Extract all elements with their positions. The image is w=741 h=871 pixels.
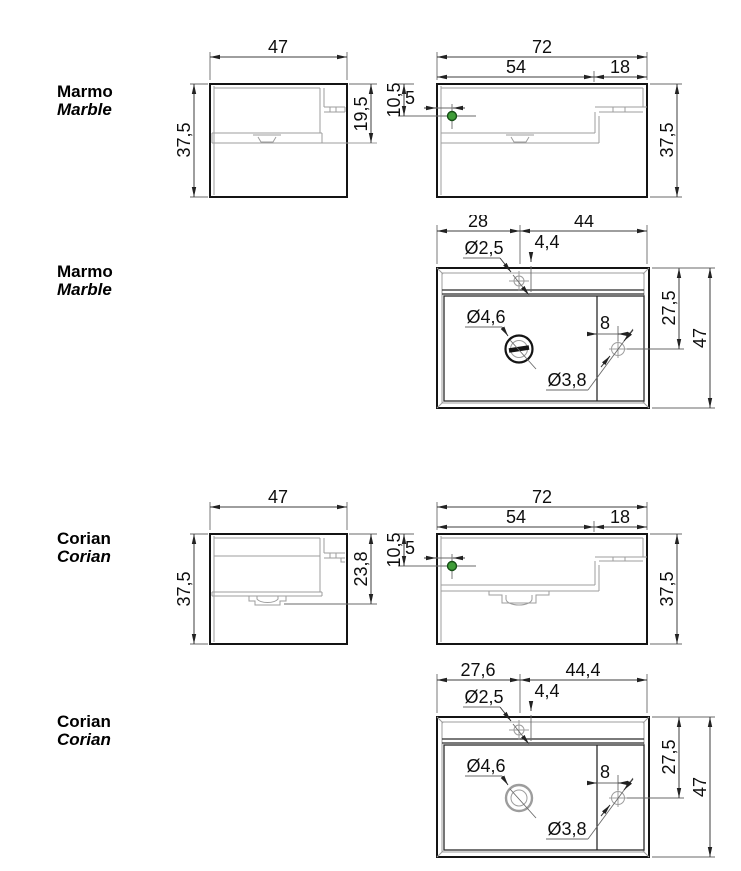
- corian-front-view: [384, 487, 682, 644]
- dim-plan-depth: [652, 268, 715, 408]
- dim-text: 27,5: [659, 290, 679, 326]
- dim-side-hole-offset: [587, 313, 628, 341]
- dim-text: 47: [690, 776, 710, 798]
- drain-profile: [506, 135, 534, 142]
- material-name-translation: Corian: [57, 730, 111, 749]
- dim-side-hole-offset: [587, 762, 628, 790]
- dim-text: 37,5: [174, 122, 194, 158]
- dim-text: Ø3,8: [547, 819, 587, 839]
- marmo-side-view: [174, 37, 377, 197]
- dim-text: 37,5: [657, 571, 677, 607]
- material-name: Marmo: [57, 262, 113, 281]
- dim-text: 47: [267, 37, 289, 57]
- dim-text: 5: [404, 538, 416, 558]
- dim-side-basin-depth: [284, 534, 377, 604]
- dim-text: 27,5: [659, 739, 679, 775]
- wall-bracket-detail: [324, 107, 345, 112]
- dim-text: 10,5: [384, 82, 404, 118]
- dim-front-ledge-width: [594, 507, 647, 527]
- dim-side-width: [210, 37, 347, 80]
- dim-front-height: [650, 534, 682, 644]
- dim-side-height: [174, 534, 208, 644]
- dim-text: 18: [609, 57, 631, 77]
- material-name-translation: Corian: [57, 547, 111, 566]
- material-name-translation: Marble: [57, 100, 112, 119]
- marmo-plan-drawing: [0, 215, 741, 420]
- drain-hole: [506, 785, 532, 811]
- marmo-front-view: [384, 37, 682, 197]
- tap-hole-top: [509, 271, 529, 291]
- marmo-front-inner-lines: [441, 86, 647, 195]
- dim-front-basin-width: [437, 507, 594, 532]
- dim-text: Ø4,6: [466, 307, 506, 327]
- dim-tap-offset: [405, 538, 465, 558]
- dim-tap-offset: [405, 88, 465, 108]
- dim-plan-tap-to-right: [520, 660, 647, 680]
- dim-text: Ø2,5: [464, 238, 504, 258]
- material-name: Marmo: [57, 82, 113, 101]
- dim-text: 4,4: [534, 232, 560, 252]
- dim-side-height: [174, 84, 208, 197]
- dim-text: 27,6: [460, 660, 496, 680]
- corian-side-inner-lines: [212, 536, 345, 642]
- deck-edge-lines: [442, 290, 644, 294]
- dim-text: 72: [531, 487, 553, 507]
- dim-text: 72: [531, 37, 553, 57]
- dim-text: 5: [404, 88, 416, 108]
- dim-plan-hole-depth: [627, 717, 684, 798]
- dim-text: 10,5: [384, 532, 404, 568]
- label-side-hole-dia: [546, 778, 633, 839]
- marmo-elevation-drawings: [0, 0, 741, 215]
- dim-text: 8: [599, 313, 611, 333]
- corian-side-view: [174, 487, 377, 644]
- wall-bracket-detail: [324, 553, 345, 562]
- dim-front-height: [650, 84, 682, 197]
- dim-text: 47: [267, 487, 289, 507]
- deck-edge-lines: [442, 739, 644, 743]
- dim-side-width: [210, 487, 347, 530]
- dim-front-basin-width: [437, 57, 594, 82]
- dim-tap-setback: [531, 232, 560, 292]
- plan-rim-lines: [437, 717, 649, 857]
- dim-text: 54: [505, 507, 527, 527]
- dim-text: 37,5: [174, 571, 194, 607]
- corian-front-inner-lines: [441, 536, 647, 642]
- drain-hole: [506, 336, 533, 363]
- dim-text: Ø3,8: [547, 370, 587, 390]
- dim-front-ledge-width: [594, 57, 647, 77]
- marmo-plan-view: [437, 215, 715, 408]
- dim-plan-tap-to-right: [520, 215, 647, 231]
- dim-text: 44,4: [565, 660, 601, 680]
- dim-text: 28: [467, 215, 489, 231]
- drain-trap-profile: [489, 591, 549, 605]
- dim-text: 37,5: [657, 122, 677, 158]
- dim-text: 18: [609, 507, 631, 527]
- dim-text: Ø2,5: [464, 687, 504, 707]
- dim-text: 23,8: [351, 551, 371, 587]
- material-name-translation: Marble: [57, 280, 112, 299]
- dim-plan-hole-depth: [627, 268, 684, 349]
- dim-text: 8: [599, 762, 611, 782]
- dim-tap-setback: [531, 681, 560, 741]
- label-side-hole-dia: [546, 329, 633, 390]
- dim-text: 54: [505, 57, 527, 77]
- drain-profile: [253, 135, 281, 142]
- dim-side-basin-depth: [349, 84, 377, 143]
- material-name: Corian: [57, 529, 111, 548]
- dim-plan-depth: [652, 717, 715, 857]
- dim-text: 47: [690, 327, 710, 349]
- corian-elevation-drawings: [0, 470, 741, 660]
- corian-plan-view: [437, 660, 715, 857]
- drain-trap-profile: [249, 596, 286, 605]
- dim-text: 4,4: [534, 681, 560, 701]
- plan-rim-lines: [437, 268, 649, 408]
- dim-text: 19,5: [351, 96, 371, 132]
- dim-text: 44: [573, 215, 595, 231]
- tap-hole-top: [509, 720, 529, 740]
- corian-plan-drawing: [0, 660, 741, 871]
- dim-text: Ø4,6: [466, 756, 506, 776]
- material-name: Corian: [57, 712, 111, 731]
